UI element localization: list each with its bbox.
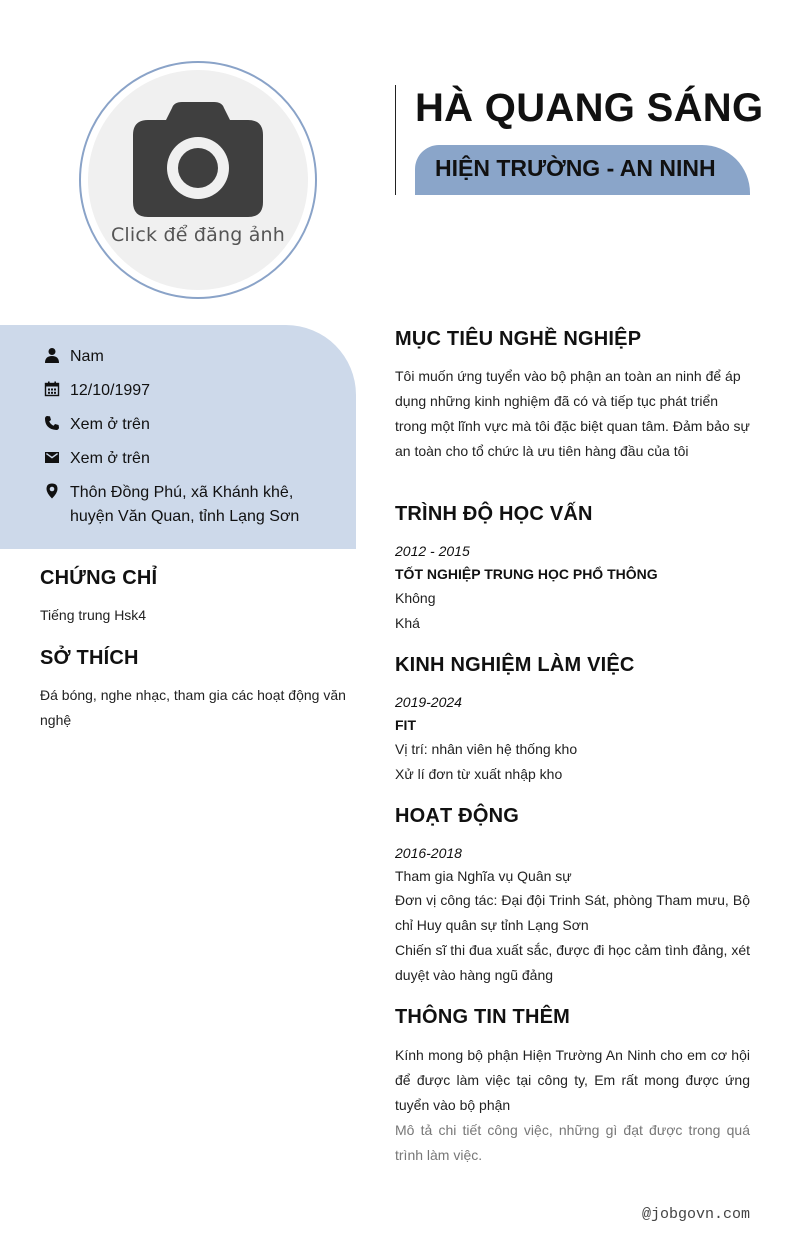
- phone-value: Xem ở trên: [70, 416, 150, 433]
- activities-name: Tham gia Nghĩa vụ Quân sự: [395, 868, 572, 884]
- phone-icon: [44, 415, 60, 431]
- birthday-row: [44, 379, 310, 403]
- activities-period: 2016-2018: [395, 845, 462, 861]
- name-divider: [395, 85, 396, 195]
- education-title: TRÌNH ĐỘ HỌC VẤN: [395, 503, 593, 525]
- hobbies-text: Đá bóng, nghe nhạc, tham gia các hoạt động văn nghệ: [40, 687, 346, 728]
- education-major: Không: [395, 590, 436, 606]
- upload-photo-label: Click để đăng ảnh: [110, 224, 286, 246]
- education-period: 2012 - 2015: [395, 543, 470, 559]
- objective-title: MỤC TIÊU NGHỀ NGHIỆP: [395, 328, 642, 350]
- location-pin-icon: [44, 483, 60, 499]
- camera-icon: [132, 102, 264, 218]
- certificates-text: Tiếng trung Hsk4: [40, 607, 147, 623]
- hobbies-title: SỞ THÍCH: [40, 647, 139, 669]
- position-banner: [415, 145, 750, 195]
- activities-achievement: Chiến sĩ thi đua xuất sắc, được đi học cảm tình đảng, xét duyệt vào hàng ngũ đảng: [395, 942, 750, 983]
- experience-period: 2019-2024: [395, 694, 462, 710]
- email-value: Xem ở trên: [70, 450, 150, 467]
- extra-info-title: THÔNG TIN THÊM: [395, 1006, 571, 1028]
- candidate-name: HÀ QUANG SÁNG: [415, 86, 764, 130]
- activities-title: HOẠT ĐỘNG: [395, 805, 520, 827]
- birthday-value: 12/10/1997: [70, 382, 151, 399]
- objective-text: Tôi muốn ứng tuyển vào bộ phận an toàn an ninh để áp dụng những kinh nghiệm đã có và tiếp tục phát triển trong một lĩnh vực mà tôi đặc biệt quan tâm. Đảm bảo sự an toàn cho tổ chức là ưu tiên hàng đầu của tôi: [395, 368, 750, 459]
- experience-role: Vị trí: nhân viên hệ thống kho: [395, 741, 578, 757]
- education-school: TỐT NGHIỆP TRUNG HỌC PHỔ THÔNG: [395, 566, 658, 582]
- person-icon: [44, 347, 60, 363]
- gender-value: Nam: [70, 348, 104, 365]
- certificates-title: CHỨNG CHỈ: [40, 567, 158, 589]
- email-row: [44, 447, 310, 471]
- activities-unit: Đơn vị công tác: Đại đội Trinh Sát, phòng Tham mưu, Bộ chỉ Huy quân sự tỉnh Lạng Sơn: [395, 892, 750, 933]
- address-row: [44, 481, 310, 529]
- email-icon: [44, 449, 60, 465]
- experience-task: Xử lí đơn từ xuất nhập kho: [395, 766, 563, 782]
- extra-info-placeholder[interactable]: Mô tả chi tiết công việc, những gì đạt được trong quá trình làm việc.: [395, 1122, 750, 1163]
- gender-row: [44, 345, 310, 369]
- phone-row: [44, 413, 310, 437]
- desired-position: HIỆN TRƯỜNG - AN NINH: [435, 155, 716, 181]
- calendar-icon: [44, 381, 60, 397]
- avatar-upload[interactable]: [88, 70, 308, 290]
- extra-info-text: Kính mong bộ phận Hiện Trường An Ninh cho em cơ hội để được làm việc tại công ty, Em rất mong được ứng tuyển vào bộ phận: [395, 1047, 750, 1113]
- address-value: Thôn Đồng Phú, xã Khánh khê, huyện Văn Quan, tỉnh Lạng Sơn: [70, 484, 300, 525]
- watermark: @jobgovn.com: [641, 1206, 750, 1223]
- education-grade: Khá: [395, 615, 420, 631]
- experience-title: KINH NGHIỆM LÀM VIỆC: [395, 654, 635, 676]
- experience-company: FIT: [395, 717, 416, 733]
